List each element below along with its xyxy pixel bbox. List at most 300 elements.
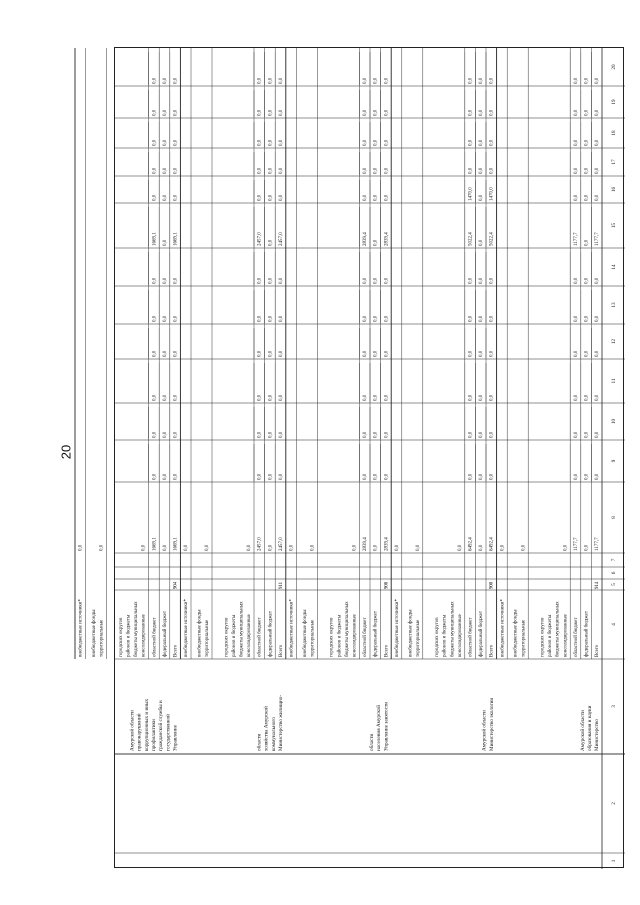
budget-value: 0,0	[584, 431, 590, 438]
column-number-6: 6	[611, 571, 618, 575]
row-label-line: внебюджетные источники*	[78, 599, 84, 657]
budget-value: 0,0	[268, 194, 274, 201]
budget-value: 0,0	[162, 194, 168, 201]
budget-value: 0,0	[573, 139, 579, 146]
budget-value: 0,0	[278, 77, 284, 84]
budget-value: 0,0	[479, 473, 485, 480]
budget-value: 0,0	[278, 167, 284, 174]
budget-value: 0,0	[173, 194, 179, 201]
budget-value: 0,0	[384, 167, 390, 174]
budget-value: 0,0	[500, 544, 506, 551]
row-label-line: бюджеты муниципальных	[134, 601, 140, 657]
budget-value: 1177,7	[595, 537, 601, 551]
budget-value: 0,0	[363, 167, 369, 174]
budget-value: 2839,4	[363, 232, 369, 246]
column-number-17: 17	[611, 159, 618, 165]
column-number-19: 19	[611, 99, 618, 105]
budget-value: 0,0	[257, 473, 263, 480]
row-label-line: районов и бюджеты	[442, 614, 448, 657]
budget-value: 0,0	[573, 167, 579, 174]
budget-value: 2839,4	[384, 537, 390, 551]
row-label-line: Всего	[173, 644, 179, 657]
budget-value: 0,0	[257, 194, 263, 201]
executor-name-line: правонарушений	[136, 713, 143, 751]
budget-value: 0,0	[479, 109, 485, 116]
budget-value: 0,0	[162, 544, 168, 551]
budget-value: 0,0	[99, 544, 105, 551]
budget-value: 6492,4	[468, 537, 474, 551]
rotated-budget-table	[78, 48, 625, 869]
budget-value: 0,0	[489, 77, 495, 84]
budget-value: 0,0	[162, 77, 168, 84]
budget-value: 0,0	[584, 350, 590, 357]
budget-value: 0,0	[363, 109, 369, 116]
budget-value: 0,0	[468, 167, 474, 174]
budget-value: 0,0	[489, 473, 495, 480]
budget-value: 0,0	[363, 315, 369, 322]
budget-value: 0,0	[268, 544, 274, 551]
column-number-15: 15	[611, 222, 618, 229]
budget-value: 0,0	[257, 315, 263, 322]
row-label-line: районов и бюджеты	[231, 614, 237, 657]
budget-value: 5022,4	[489, 232, 495, 246]
executor-name-line: хозяйства Амурской	[263, 706, 270, 751]
row-label-line: внебюджетные источники*	[500, 599, 506, 657]
budget-value: 0,0	[363, 139, 369, 146]
budget-value: 0,0	[278, 394, 284, 401]
budget-value: 2457,0	[278, 537, 284, 551]
budget-value: 0,0	[479, 394, 485, 401]
budget-value: 0,0	[563, 544, 569, 551]
budget-value: 0,0	[584, 544, 590, 551]
budget-value: 0,0	[479, 77, 485, 84]
budget-value: 0,0	[363, 194, 369, 201]
column-number-13: 13	[611, 302, 618, 308]
budget-value: 0,0	[468, 277, 474, 284]
row-label-line: областной бюджет	[152, 617, 158, 657]
budget-value: 0,0	[373, 139, 379, 146]
budget-value: 0,0	[152, 194, 158, 201]
budget-value: 0,0	[584, 473, 590, 480]
budget-value: 0,0	[162, 139, 168, 146]
budget-value: 1177,7	[573, 537, 579, 551]
budget-value: 0,0	[173, 315, 179, 322]
budget-value: 0,0	[479, 139, 485, 146]
budget-value: 0,0	[257, 139, 263, 146]
column-number-2: 2	[611, 802, 618, 805]
budget-value: 0,0	[595, 109, 601, 116]
budget-value: 0,0	[268, 473, 274, 480]
budget-value: 0,0	[584, 239, 590, 246]
budget-value: 0,0	[268, 167, 274, 174]
budget-value: 0,0	[141, 544, 147, 551]
budget-value: 0,0	[257, 77, 263, 84]
row-label-line: внебюджетные источники*	[394, 599, 400, 657]
row-label-line: консолидированные	[457, 614, 463, 657]
budget-value: 0,0	[268, 350, 274, 357]
budget-value: 0,0	[595, 139, 601, 146]
budget-value: 5022,4	[468, 232, 474, 246]
budget-value: 0,0	[257, 167, 263, 174]
row-label-line: Всего	[384, 644, 390, 657]
budget-value: 0,0	[573, 277, 579, 284]
budget-value: 0,0	[573, 350, 579, 357]
row-label-line: внебюджетные фонды	[513, 609, 519, 657]
budget-value: 0,0	[152, 350, 158, 357]
column-number-4: 4	[611, 623, 618, 626]
row-label-line: консолидированные	[141, 614, 147, 657]
budget-value: 0,0	[384, 77, 390, 84]
budget-value: 0,0	[479, 239, 485, 246]
budget-value: 0,0	[257, 394, 263, 401]
budget-value: 0,0	[384, 194, 390, 201]
column-number-11: 11	[611, 378, 618, 384]
budget-value: 0,0	[468, 431, 474, 438]
budget-value: 0,0	[584, 167, 590, 174]
row-label-line: бюджеты муниципальных	[344, 601, 350, 657]
budget-value: 0,0	[479, 544, 485, 551]
budget-value: 0,0	[268, 431, 274, 438]
budget-value: 0,0	[162, 109, 168, 116]
budget-value: 0,0	[373, 544, 379, 551]
budget-value: 0,0	[162, 239, 168, 246]
column-number-20: 20	[611, 64, 618, 70]
budget-value: 1669,1	[152, 537, 158, 551]
executor-code: 908	[384, 581, 390, 589]
budget-value: 0,0	[373, 109, 379, 116]
budget-value: 2457,0	[257, 232, 263, 246]
budget-value: 0,0	[363, 77, 369, 84]
executor-name-line: образования и науки	[586, 705, 593, 751]
budget-value: 0,0	[584, 315, 590, 322]
row-label-line: внебюджетные фонды	[302, 609, 308, 657]
budget-value: 0,0	[278, 350, 284, 357]
column-number-8: 8	[611, 516, 618, 519]
budget-value: 0,0	[152, 473, 158, 480]
budget-value: 0,0	[268, 315, 274, 322]
budget-value: 0,0	[468, 77, 474, 84]
budget-value: 0,0	[278, 194, 284, 201]
executor-name-line: профилактики	[150, 719, 157, 751]
budget-value: 1669,1	[173, 537, 179, 551]
budget-value: 0,0	[152, 277, 158, 284]
row-label-line: районов и бюджеты	[337, 614, 343, 657]
row-label-line: бюджеты муниципальных	[555, 601, 561, 657]
column-number-1: 1	[611, 859, 618, 863]
budget-value: 0,0	[479, 167, 485, 174]
row-label-line: областной бюджет	[363, 617, 369, 657]
row-label-line: городских округов	[224, 617, 230, 657]
budget-value: 0,0	[595, 394, 601, 401]
row-label-line: внебюджетные источники*	[289, 599, 295, 657]
executor-name-line: Управление	[172, 724, 179, 751]
budget-value: 0,0	[373, 277, 379, 284]
budget-value: 0,0	[162, 394, 168, 401]
row-label-line: районов и бюджеты	[126, 614, 132, 657]
budget-value: 0,0	[573, 194, 579, 201]
budget-value: 0,0	[78, 544, 84, 551]
budget-value: 0,0	[489, 431, 495, 438]
executor-name-line: Амурской области	[481, 710, 488, 751]
budget-value: 0,0	[268, 277, 274, 284]
executor-name-line: коммунального	[270, 717, 277, 751]
row-label-line: областной бюджет	[573, 617, 579, 657]
column-number-18: 18	[611, 130, 618, 136]
executor-name-line: Амурской области	[579, 710, 586, 751]
budget-value: 0,0	[384, 277, 390, 284]
budget-value: 0,0	[595, 167, 601, 174]
executor-name-line: Управление занятости	[383, 701, 390, 751]
budget-value: 0,0	[162, 315, 168, 322]
budget-value: 0,0	[468, 109, 474, 116]
budget-value: 0,0	[573, 394, 579, 401]
budget-value: 0,0	[373, 473, 379, 480]
executor-name-line: населения Амурской	[376, 704, 383, 751]
budget-value: 0,0	[573, 315, 579, 322]
budget-value: 0,0	[373, 167, 379, 174]
row-label-line: территориальные	[310, 619, 316, 657]
budget-value: 0,0	[479, 315, 485, 322]
row-label-line: федеральный бюджет	[162, 610, 168, 657]
budget-value: 0,0	[384, 315, 390, 322]
budget-value: 0,0	[162, 431, 168, 438]
executor-code: 914	[595, 581, 601, 589]
budget-value: 0,0	[373, 394, 379, 401]
budget-value: 6492,4	[489, 537, 495, 551]
budget-value: 0,0	[278, 277, 284, 284]
budget-value: 0,0	[489, 350, 495, 357]
budget-value: 0,0	[173, 167, 179, 174]
budget-value: 0,0	[595, 473, 601, 480]
budget-value: 0,0	[173, 277, 179, 284]
budget-value: 0,0	[373, 431, 379, 438]
budget-value: 0,0	[595, 315, 601, 322]
budget-value: 0,0	[363, 473, 369, 480]
budget-value: 0,0	[173, 350, 179, 357]
budget-value: 0,0	[415, 544, 421, 551]
executor-name-line: Амурской области	[129, 710, 136, 751]
budget-value: 0,0	[363, 277, 369, 284]
executor-code: 904	[173, 581, 179, 589]
budget-value: 0,0	[247, 544, 253, 551]
budget-value: 0,0	[489, 394, 495, 401]
budget-value: 0,0	[373, 77, 379, 84]
row-label-line: бюджеты муниципальных	[239, 601, 245, 657]
column-number-14: 14	[611, 264, 618, 270]
budget-value: 0,0	[162, 350, 168, 357]
executor-code: 900	[489, 581, 495, 589]
row-label-line: городских округов	[540, 617, 546, 657]
row-label-line: федеральный бюджет	[268, 610, 274, 657]
budget-value: 0,0	[278, 431, 284, 438]
budget-value: 0,0	[278, 315, 284, 322]
row-label-line: городских округов	[118, 617, 124, 657]
budget-value: 0,0	[468, 139, 474, 146]
budget-value: 1177,7	[573, 232, 579, 246]
row-label-line: внебюджетные фонды	[92, 609, 98, 657]
row-label-line: территориальные	[415, 619, 421, 657]
budget-value: 0,0	[173, 473, 179, 480]
row-label-line: областной бюджет	[468, 617, 474, 657]
budget-value: 1177,7	[595, 232, 601, 246]
budget-value: 0,0	[573, 77, 579, 84]
row-label-line: консолидированные	[247, 614, 253, 657]
row-label-line: территориальные	[521, 619, 527, 657]
budget-value: 1669,1	[152, 232, 158, 246]
budget-value: 0,0	[584, 77, 590, 84]
executor-name-line: коррупционных и иных	[143, 698, 150, 751]
budget-value: 0,0	[573, 109, 579, 116]
row-label-line: федеральный бюджет	[584, 610, 590, 657]
row-label-line: Всего	[489, 644, 495, 657]
row-label-line: городских округов	[435, 617, 441, 657]
budget-value: 1669,1	[173, 232, 179, 246]
budget-value: 0,0	[373, 315, 379, 322]
budget-value: 0,0	[162, 473, 168, 480]
row-label-line: территориальные	[205, 619, 211, 657]
budget-value: 0,0	[573, 473, 579, 480]
executor-name-line: гражданской службы и	[158, 700, 165, 751]
budget-value: 0,0	[162, 277, 168, 284]
executor-name-line: Министерство экологии	[488, 697, 495, 751]
budget-value: 0,0	[595, 194, 601, 201]
budget-value: 0,0	[489, 315, 495, 322]
budget-value: 0,0	[205, 544, 211, 551]
row-label-line: консолидированные	[352, 614, 358, 657]
budget-value: 0,0	[310, 544, 316, 551]
budget-value: 0,0	[489, 139, 495, 146]
budget-value: 0,0	[173, 109, 179, 116]
row-label-line: консолидированные	[563, 614, 569, 657]
budget-value: 0,0	[384, 431, 390, 438]
budget-value: 0,0	[289, 544, 295, 551]
row-label-line: областной бюджет	[257, 617, 263, 657]
budget-value: 0,0	[173, 431, 179, 438]
budget-value: 0,0	[173, 394, 179, 401]
budget-value: 2457,0	[278, 232, 284, 246]
budget-value: 0,0	[384, 139, 390, 146]
budget-value: 0,0	[257, 431, 263, 438]
budget-value: 0,0	[468, 394, 474, 401]
column-number-12: 12	[611, 338, 618, 345]
page-number: 20	[58, 444, 74, 460]
budget-value: 0,0	[394, 544, 400, 551]
executor-code: 911	[278, 581, 284, 589]
budget-value: 0,0	[479, 277, 485, 284]
budget-value: 0,0	[268, 239, 274, 246]
budget-value: 0,0	[363, 394, 369, 401]
budget-value: 0,0	[363, 350, 369, 357]
budget-value: 0,0	[373, 350, 379, 357]
budget-value: 0,0	[595, 350, 601, 357]
executor-name-line: области	[368, 733, 375, 751]
budget-value: 0,0	[584, 394, 590, 401]
budget-value: 0,0	[152, 167, 158, 174]
budget-value: 0,0	[384, 473, 390, 480]
budget-value: 0,0	[152, 431, 158, 438]
budget-value: 0,0	[352, 544, 358, 551]
budget-value: 0,0	[584, 194, 590, 201]
budget-value: 0,0	[584, 277, 590, 284]
budget-value: 0,0	[489, 277, 495, 284]
executor-name-line: государственной	[165, 714, 172, 751]
budget-value: 0,0	[595, 77, 601, 84]
column-number-9: 9	[611, 459, 618, 463]
budget-value: 0,0	[584, 109, 590, 116]
budget-value: 0,0	[489, 109, 495, 116]
budget-value: 0,0	[489, 167, 495, 174]
executor-name-line: области	[256, 733, 263, 751]
executor-name-line: Министерство	[594, 719, 601, 751]
row-label-line: внебюджетные фонды	[408, 609, 414, 657]
budget-value: 0,0	[257, 109, 263, 116]
budget-value: 0,0	[162, 167, 168, 174]
column-number-16: 16	[611, 186, 618, 193]
budget-value: 0,0	[595, 277, 601, 284]
row-label-line: внебюджетные источники*	[184, 599, 190, 657]
budget-value: 0,0	[152, 394, 158, 401]
budget-value: 0,0	[184, 544, 190, 551]
budget-value: 0,0	[257, 350, 263, 357]
budget-value: 0,0	[363, 431, 369, 438]
budget-value: 0,0	[278, 473, 284, 480]
budget-value: 0,0	[457, 544, 463, 551]
budget-value: 1470,0	[468, 187, 474, 201]
budget-value: 0,0	[521, 544, 527, 551]
budget-value: 0,0	[384, 394, 390, 401]
budget-value: 0,0	[278, 139, 284, 146]
budget-value: 0,0	[373, 239, 379, 246]
row-label-line: внебюджетные фонды	[197, 609, 203, 657]
budget-value: 2457,0	[257, 537, 263, 551]
budget-value: 0,0	[479, 194, 485, 201]
budget-value: 0,0	[595, 431, 601, 438]
budget-value: 0,0	[573, 431, 579, 438]
budget-value: 0,0	[257, 277, 263, 284]
budget-value: 0,0	[152, 139, 158, 146]
budget-table-sheet	[78, 47, 624, 868]
row-label-line: городских округов	[329, 617, 335, 657]
executor-name-line: Министерство жилищно-	[277, 694, 284, 751]
row-label-line: территориальные	[99, 619, 105, 657]
column-number-5: 5	[611, 583, 618, 586]
row-label-line: районов и бюджеты	[548, 614, 554, 657]
budget-value: 0,0	[384, 350, 390, 357]
row-label-line: Всего	[595, 644, 601, 657]
budget-value: 1470,0	[489, 187, 495, 201]
budget-value: 0,0	[384, 109, 390, 116]
budget-value: 0,0	[268, 139, 274, 146]
budget-value: 0,0	[268, 109, 274, 116]
budget-value: 0,0	[152, 77, 158, 84]
budget-value: 0,0	[268, 77, 274, 84]
column-number-3: 3	[611, 705, 618, 708]
budget-value: 0,0	[268, 394, 274, 401]
budget-value: 0,0	[152, 109, 158, 116]
budget-value: 0,0	[278, 109, 284, 116]
budget-value: 0,0	[479, 431, 485, 438]
row-label-line: федеральный бюджет	[373, 610, 379, 657]
budget-value: 2839,4	[363, 537, 369, 551]
row-label-line: Всего	[278, 644, 284, 657]
column-number-7: 7	[611, 558, 618, 562]
budget-value: 0,0	[373, 194, 379, 201]
budget-value: 0,0	[584, 139, 590, 146]
row-label-line: бюджеты муниципальных	[450, 601, 456, 657]
budget-value: 2839,4	[384, 232, 390, 246]
budget-value: 0,0	[152, 315, 158, 322]
budget-value: 0,0	[468, 473, 474, 480]
